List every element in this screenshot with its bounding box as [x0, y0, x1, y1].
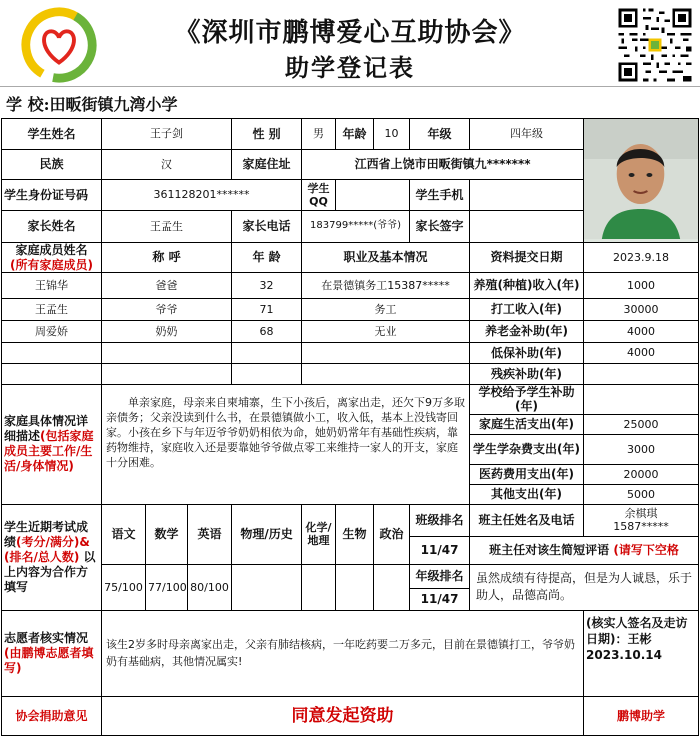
registration-form — [1, 118, 699, 736]
finance-value[interactable] — [584, 363, 699, 384]
volunteer-text[interactable]: 该生2岁多时母亲离家出走，父亲有肺结核病，一年吃药要二万多元，目前在景德镇打工，爷爷奶奶有基础病，其他情况属实! — [102, 610, 584, 696]
member-relation[interactable] — [102, 342, 232, 363]
phone-value[interactable] — [470, 180, 584, 211]
member-job[interactable]: 无业 — [302, 320, 470, 342]
address-value[interactable]: 江西省上饶市田畈街镇九******* — [302, 149, 584, 180]
finance-value[interactable]: 4000 — [584, 320, 699, 342]
exam-label-main: 学生近期考试成绩 — [4, 519, 89, 549]
exam-label-tail: 以上内容为合作方填写 — [4, 549, 96, 594]
gender-label: 性 别 — [232, 119, 302, 150]
member-relation[interactable]: 爷爷 — [102, 298, 232, 320]
subject-header: 数学 — [146, 504, 188, 564]
family-header-label: 家庭成员姓名 — [15, 243, 88, 258]
finance-label: 学生学杂费支出(年) — [470, 434, 584, 464]
comment-label-main: 班主任对该生简短评语 — [489, 543, 610, 558]
phone-label: 学生手机 — [410, 180, 470, 211]
id-value[interactable]: 361128201****** — [102, 180, 302, 211]
parent-phone-label: 家长电话 — [232, 210, 302, 243]
family-header — [2, 243, 102, 273]
finance-label: 医药费用支出(年) — [470, 464, 584, 484]
form-title: 《深圳市鹏博爱心互助协会》 — [174, 18, 526, 48]
age-value[interactable]: 10 — [374, 119, 410, 150]
student-name-label: 学生姓名 — [2, 119, 102, 150]
member-relation[interactable]: 奶奶 — [102, 320, 232, 342]
donation-decision[interactable]: 同意发起资助 — [102, 696, 584, 735]
finance-label: 家庭生活支出(年) — [470, 414, 584, 434]
finance-label: 养殖(种植)收入(年) — [470, 272, 584, 298]
id-label: 学生身份证号码 — [2, 180, 102, 211]
subject-score[interactable]: 80/100 — [188, 564, 232, 610]
comment-label-note: (请写下空格 — [613, 543, 679, 558]
subject-score[interactable]: 75/100 — [102, 564, 146, 610]
member-age[interactable]: 68 — [232, 320, 302, 342]
job-header: 职业及基本情况 — [302, 243, 470, 273]
subject-score[interactable] — [336, 564, 374, 610]
subject-score[interactable]: 77/100 — [146, 564, 188, 610]
member-job[interactable]: 在景德镇务工15387***** — [302, 272, 470, 298]
subject-header: 物理/历史 — [232, 504, 302, 564]
subject-header: 政治 — [374, 504, 410, 564]
ethnicity-value[interactable]: 汉 — [102, 149, 232, 180]
finance-value[interactable]: 1000 — [584, 272, 699, 298]
parent-name-label: 家长姓名 — [2, 210, 102, 243]
member-relation[interactable]: 爸爸 — [102, 272, 232, 298]
parent-sign[interactable] — [470, 210, 584, 243]
grade-value[interactable]: 四年级 — [470, 119, 584, 150]
header — [0, 0, 700, 88]
member-relation[interactable] — [102, 363, 232, 384]
submit-date-label: 资料提交日期 — [470, 243, 584, 273]
student-photo-image — [584, 119, 698, 239]
student-photo — [584, 119, 699, 243]
member-age[interactable] — [232, 342, 302, 363]
parent-phone[interactable]: 183799*****(爷爷) — [302, 210, 410, 243]
grade-rank-label: 年级排名 — [410, 564, 470, 588]
relation-header: 称 呼 — [102, 243, 232, 273]
teacher-name[interactable]: 余棋琪 — [624, 507, 658, 521]
grade-label: 年级 — [410, 119, 470, 150]
teacher-comment[interactable]: 虽然成绩有待提高，但是为人诚恳，乐于助人，品德高尚。 — [470, 564, 699, 610]
teacher-info[interactable] — [584, 504, 699, 536]
qr-code-icon — [616, 6, 694, 84]
subject-header: 语文 — [102, 504, 146, 564]
situation-label-main: 家庭具体情况详细描述 — [4, 414, 89, 444]
student-name[interactable]: 王子剑 — [102, 119, 232, 150]
situation-description[interactable] — [102, 384, 470, 504]
finance-value[interactable]: 30000 — [584, 298, 699, 320]
school-name: 学 校:田畈街镇九湾小学 — [6, 95, 178, 114]
grade-rank[interactable]: 11/47 — [410, 588, 470, 610]
finance-label: 残疾补助(年) — [470, 363, 584, 384]
header-divider — [0, 86, 700, 87]
comment-label — [470, 536, 699, 564]
donation-opinion-label: 协会捐助意见 — [2, 696, 102, 735]
address-label: 家庭住址 — [232, 149, 302, 180]
situation-label — [2, 384, 102, 504]
finance-value[interactable]: 3000 — [584, 434, 699, 464]
volunteer-sign[interactable]: (核实人签名及走访日期)：王彬2023.10.14 — [584, 610, 699, 696]
member-age[interactable]: 71 — [232, 298, 302, 320]
subject-header: 化学/地理 — [302, 504, 336, 564]
member-job[interactable] — [302, 363, 470, 384]
finance-label: 低保补助(年) — [470, 342, 584, 363]
org-signature: 鹏博助学 — [584, 696, 699, 735]
finance-label: 养老金补助(年) — [470, 320, 584, 342]
class-rank[interactable]: 11/47 — [410, 536, 470, 564]
finance-value[interactable]: 5000 — [584, 484, 699, 504]
member-age[interactable]: 32 — [232, 272, 302, 298]
submit-date[interactable]: 2023.9.18 — [584, 243, 699, 273]
member-name[interactable] — [2, 342, 102, 363]
finance-label: 打工收入(年) — [470, 298, 584, 320]
member-age[interactable] — [232, 363, 302, 384]
gender-value[interactable]: 男 — [302, 119, 336, 150]
exam-label-note: (考分/满分)&(排名/总人数) — [4, 534, 90, 564]
finance-value[interactable]: 25000 — [584, 414, 699, 434]
finance-value[interactable] — [584, 384, 699, 414]
member-name[interactable] — [2, 363, 102, 384]
situation-text[interactable]: 单亲家庭，母亲来自柬埔寨，生下小孩后，离家出走，还欠下9万多取亲债务；父亲没读到什么书，在景德镇做小工，收入低，基本上没钱寄回家。小孩在乡下与年迈爷爷奶奶相依为命，她奶奶常年有基础性疾病，靠药物维持，家庭收入还是要靠她爷爷做点零工来维持一家人的开支，家庭十分困难。 — [106, 395, 465, 469]
member-age-header: 年 龄 — [232, 243, 302, 273]
qq-value[interactable] — [336, 180, 410, 211]
member-name[interactable]: 周爱娇 — [2, 320, 102, 342]
exam-label — [2, 504, 102, 610]
volunteer-label-note: (由鹏博志愿者填写) — [4, 645, 94, 675]
teacher-label: 班主任姓名及电话 — [470, 504, 584, 536]
situation-label-note: (包括家庭成员主要工作/生活/身体情况) — [4, 429, 94, 474]
age-label: 年龄 — [336, 119, 374, 150]
member-name[interactable]: 王锦华 — [2, 272, 102, 298]
parent-sign-label: 家长签字 — [410, 210, 470, 243]
finance-value[interactable]: 20000 — [584, 464, 699, 484]
parent-name[interactable]: 王孟生 — [102, 210, 232, 243]
finance-value[interactable]: 4000 — [584, 342, 699, 363]
form-subtitle: 助学登记表 — [285, 53, 415, 82]
finance-label: 其他支出(年) — [470, 484, 584, 504]
qq-label: 学生QQ — [302, 180, 336, 211]
finance-label: 学校给予学生补助(年) — [470, 384, 584, 414]
volunteer-label-main: 志愿者核实情况 — [4, 630, 89, 645]
subject-score[interactable] — [302, 564, 336, 610]
subject-score[interactable] — [374, 564, 410, 610]
member-name[interactable]: 王孟生 — [2, 298, 102, 320]
class-rank-label: 班级排名 — [410, 504, 470, 536]
ethnicity-label: 民族 — [2, 149, 102, 180]
teacher-phone[interactable]: 1587***** — [613, 520, 669, 534]
subject-score[interactable] — [232, 564, 302, 610]
subject-header: 英语 — [188, 504, 232, 564]
member-job[interactable]: 务工 — [302, 298, 470, 320]
volunteer-label — [2, 610, 102, 696]
member-job[interactable] — [302, 342, 470, 363]
subject-header: 生物 — [336, 504, 374, 564]
family-header-note: (所有家庭成员) — [10, 257, 93, 272]
